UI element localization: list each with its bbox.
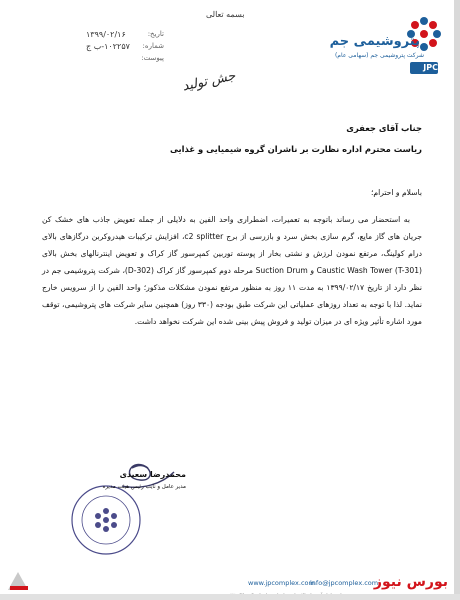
number-value: ۱۰۲۲۵۷-ب ج xyxy=(86,42,130,51)
page-edge-right xyxy=(454,0,460,600)
page-edge-bottom xyxy=(0,594,460,600)
letter-meta xyxy=(86,30,164,66)
date-value: ۱۳۹۹/۰۲/۱۶ xyxy=(86,30,126,39)
website-link[interactable]: www.jpcomplex.com xyxy=(248,579,315,587)
email-link[interactable]: info@jpcomplex.com xyxy=(310,579,379,587)
signer-title: مدیر عامل و نایب رئیس هیئت مدیره xyxy=(102,484,186,490)
watermark: بورس نیوز xyxy=(373,574,448,590)
company-logo-text: پتروشیمی جم xyxy=(329,34,420,49)
jpc-badge: JPC xyxy=(423,63,438,72)
body-paragraph: به استحضار می رساند باتوجه به تعمیرات، اضطراری واحد الفین به دلایلی از جمله تعویض جاذب های خشک کن جریان های گاز مایع، گرم سازی بخش سرد و بازرسی از برج c2 splitter، افزایش ترکیبات هیدروکربن درگازهای بالای درام کولینگ، مرتفع نمودن لرزش و نشتی بخار از پوسته توربین کمپرسور گاز کراک و تعویض اینترنالهای بخش بالای Caustic Wash Tower (T-301) و Suction Drum مرحله دوم کمپرسور گاز کراک (D-302)، شرکت پتروشیمی جم در نظر دارد از تاریخ ۱۳۹۹/۰۲/۱۷ به مدت ۱۱ روز به منظور مرتفع نمودن مشکلات مذکور؛ واحد الفین را از سرویس خارج نماید. لذا با توجه به تعداد روزهای عملیاتی این شرکت طبق بودجه (۳۳۰ روز) همچنین سایر شرکت های پتروشیمی، توقف مورد اشاره تأثیر ویژه ای در میزان تولید و فروش پیش بینی شده این شرکت نخواهد داشت. xyxy=(42,215,422,326)
basmala: بسمه تعالی xyxy=(206,10,245,19)
stamp-title: جش تولید xyxy=(181,68,237,95)
flag-logo-icon xyxy=(4,566,34,594)
company-sub: شرکت پتروشیمی جم (سهامی عام) xyxy=(334,52,424,59)
recipient-role: ریاست محترم اداره نظارت بر ناشران گروه شیمیایی و غذایی xyxy=(170,144,422,154)
number-label: شماره: xyxy=(142,42,164,50)
jpc-logo-icon xyxy=(358,12,446,90)
letter-body xyxy=(42,116,422,330)
signature-seal-icon xyxy=(62,450,192,562)
recipient-name: جناب آقای جعفری xyxy=(346,123,422,133)
attachment-label: پیوست: xyxy=(141,54,164,62)
signer-name: محمدرضا سعیدی xyxy=(119,470,186,479)
date-label: تاریخ: xyxy=(147,30,164,38)
greeting: باسلام و احترام؛ xyxy=(370,188,422,197)
